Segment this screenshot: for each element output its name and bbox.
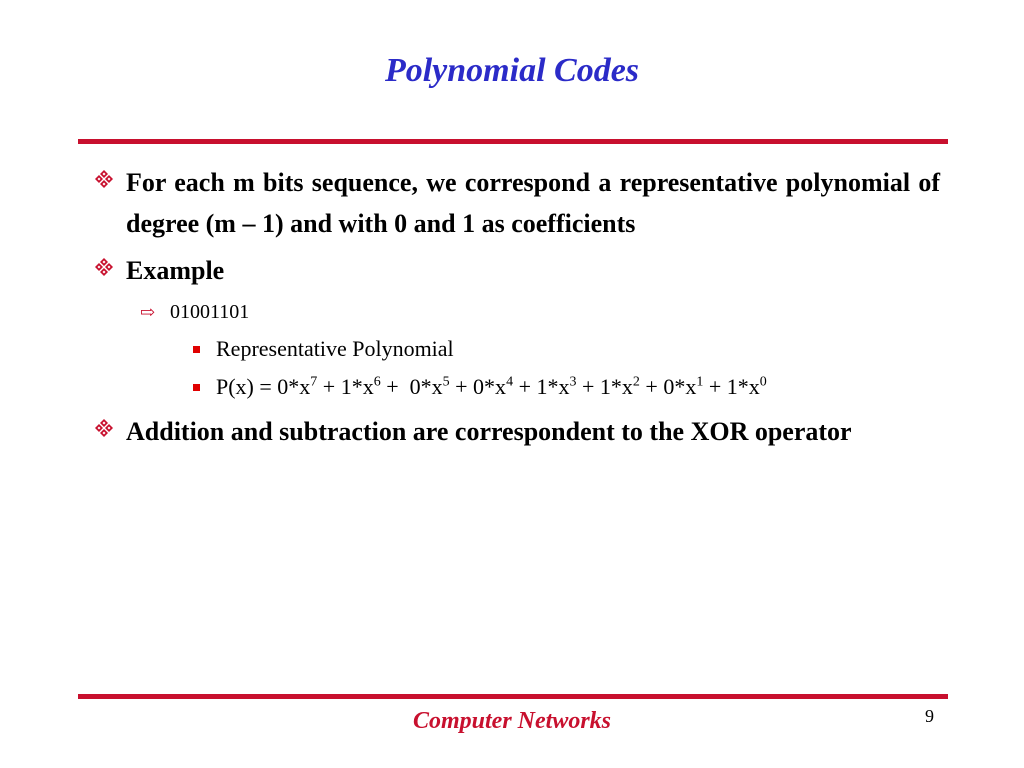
- term-exp: 6: [373, 374, 381, 390]
- poly-term: [703, 374, 766, 399]
- bottom-divider: [78, 694, 948, 699]
- four-diamond-bullet-icon: [90, 250, 118, 291]
- term-coef: 0*x: [277, 374, 311, 399]
- term-exp: 1: [696, 374, 704, 390]
- four-diamond-bullet-icon: [90, 411, 118, 452]
- polynomial-label: Representative Polynomial: [216, 336, 454, 361]
- term-exp: 2: [632, 374, 640, 390]
- polynomial-expression: [216, 374, 767, 399]
- term-coef: + 1*x: [513, 374, 570, 399]
- term-coef: + 0*x: [449, 374, 507, 399]
- poly-term: [381, 374, 450, 399]
- term-exp: 5: [442, 374, 450, 390]
- term-coef: + 1*x: [576, 374, 633, 399]
- poly-term: [640, 374, 703, 399]
- slide-title: Polynomial Codes: [384, 52, 640, 89]
- hollow-arrow-icon: ⇨: [140, 302, 156, 322]
- poly-term: [317, 374, 380, 399]
- poly-term: [450, 374, 513, 399]
- footer-title: Computer Networks: [412, 708, 612, 734]
- bullet-2-text: Example: [126, 256, 225, 285]
- slide-content: [90, 162, 940, 458]
- bullet-1-text: For each m bits sequence, we correspond a representative polynomial of degree (m – 1) and with 0 and 1 as coefficients: [126, 168, 940, 238]
- poly-prefix: P(x) =: [216, 374, 278, 399]
- term-coef: + 0*x: [380, 374, 443, 399]
- bullet-3-text: Addition and subtraction are correspondent to the XOR operator: [126, 417, 852, 446]
- term-coef: + 0*x: [639, 374, 697, 399]
- term-exp: 7: [310, 374, 318, 390]
- page-number: 9: [925, 706, 934, 726]
- term-exp: 4: [506, 374, 514, 390]
- bullet-3: [90, 411, 940, 452]
- bullet-2: [90, 250, 940, 291]
- sub-sub-bullet-polynomial: [90, 371, 940, 403]
- four-diamond-bullet-icon: [90, 162, 118, 203]
- term-coef: + 1*x: [317, 374, 374, 399]
- poly-term: [513, 374, 576, 399]
- sub-bullet-binary: [90, 297, 940, 327]
- top-divider: [78, 139, 948, 144]
- sub-sub-bullet-label: [90, 333, 940, 365]
- poly-term: [277, 374, 317, 399]
- poly-term: [576, 374, 639, 399]
- bullet-1: [90, 162, 940, 244]
- red-square-bullet-icon: [193, 384, 200, 391]
- term-exp: 3: [569, 374, 577, 390]
- term-coef: + 1*x: [703, 374, 760, 399]
- binary-sequence: 01001101: [170, 301, 250, 323]
- red-square-bullet-icon: [193, 346, 200, 353]
- term-exp: 0: [759, 374, 767, 390]
